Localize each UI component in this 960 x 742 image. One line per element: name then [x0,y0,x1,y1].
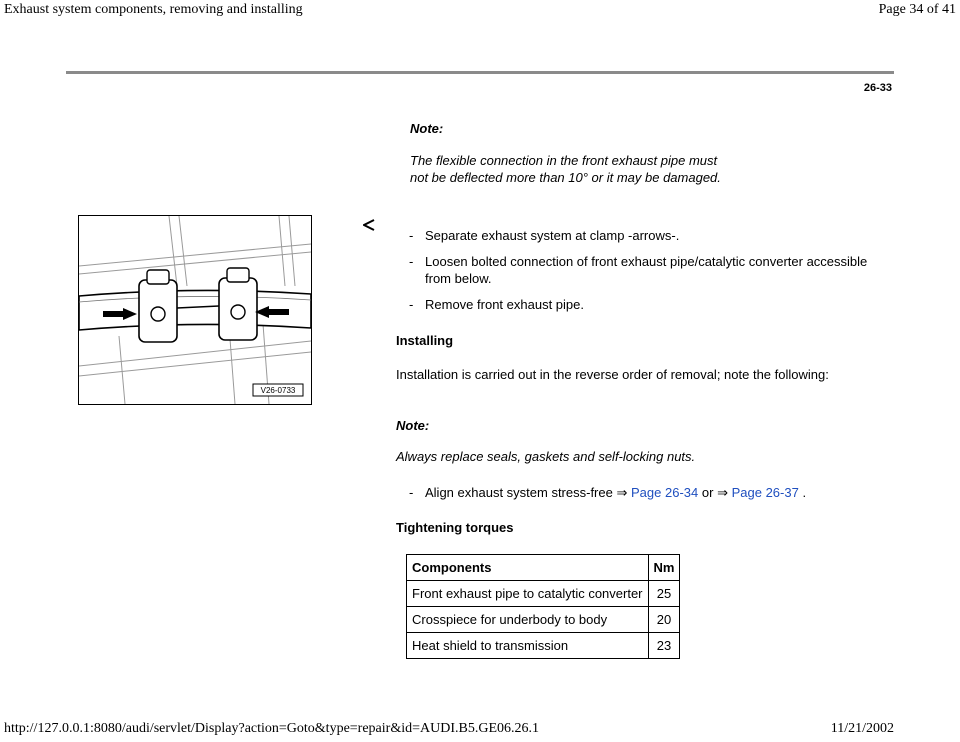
footer-url: http://127.0.0.1:8080/audi/servlet/Display?action=Goto&type=repair&id=AUDI.B5.GE06.26.1 [4,721,539,736]
link-page-26-34[interactable]: Page 26-34 [631,485,699,500]
torques-heading: Tightening torques [396,520,514,535]
component-cell: Heat shield to transmission [407,633,649,659]
align-or: or [701,485,714,500]
figure-label: V26-0733 [260,386,296,395]
step-text: Separate exhaust system at clamp -arrows-. [425,228,680,243]
component-cell: Crosspiece for underbody to body [407,607,649,633]
installing-text: Installation is carried out in the reverse order of removal; note the following: [396,367,829,382]
step-pointer-icon [363,218,375,236]
step-remove-pipe: - Remove front exhaust pipe. [409,296,869,313]
exhaust-clamp-illustration [79,216,311,404]
step-text: Remove front exhaust pipe. [425,297,584,312]
note-label: Note: [410,121,444,136]
nm-cell: 20 [648,607,680,633]
torque-table [406,554,680,659]
col-nm-header: Nm [648,555,680,581]
table-row [407,633,680,659]
nm-cell: 23 [648,633,680,659]
step-separate-exhaust: - Separate exhaust system at clamp -arrows-. [409,227,869,244]
torque-table-wrapper [406,554,680,659]
note-text-2: Always replace seals, gaskets and self-locking nuts. [396,449,696,464]
page-number: 26-33 [863,82,892,94]
align-suffix: . [802,485,807,500]
table-header-row [407,555,680,581]
step-loosen-connection: - Loosen bolted connection of front exhaust pipe/catalytic converter accessible from below. [409,254,868,286]
footer-date: 11/21/2002 [830,721,894,736]
component-cell: Front exhaust pipe to catalytic converter [407,581,649,607]
table-row [407,607,680,633]
header-rule [66,71,894,74]
link-page-26-37[interactable]: Page 26-37 [731,485,799,500]
nm-cell: 25 [648,581,680,607]
step-text: Loosen bolted connection of front exhaust pipe/catalytic converter accessible from below. [425,254,868,286]
table-row [407,581,680,607]
note-text: The flexible connection in the front exhaust pipe must not be deflected more than 10° or it may be damaged. [410,153,721,185]
link-arrow-icon: ⇒ [717,485,728,500]
installing-heading: Installing [396,333,454,348]
exhaust-clamp-figure [78,215,312,405]
col-components-header: Components [407,555,649,581]
step-align-exhaust: - Align exhaust system stress-free ⇒ Page 26-34 or ⇒ Page 26-37 . [409,485,807,500]
align-text: Align exhaust system stress-free [425,485,613,500]
note-label-2: Note: [396,418,430,433]
link-arrow-icon: ⇒ [616,485,628,500]
document-title: Exhaust system components, removing and installing [4,2,303,17]
page-counter: Page 34 of 41 [878,2,956,17]
